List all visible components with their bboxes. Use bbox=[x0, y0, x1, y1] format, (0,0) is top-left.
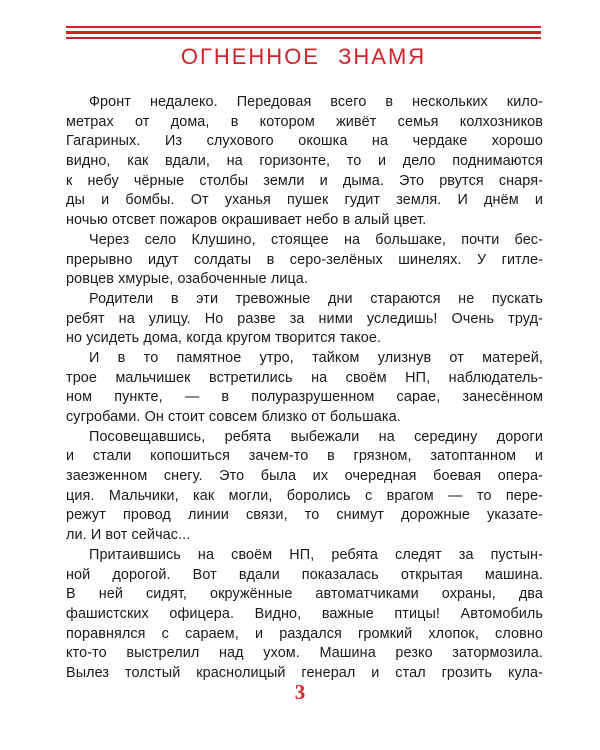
text-line: трое мальчишек встретились на своём НП, наблюдатель- bbox=[66, 369, 543, 386]
paragraph bbox=[66, 349, 543, 428]
page-number: 3 bbox=[294, 680, 306, 704]
text-line: ной дорогой. Вот вдали показалась открытая машина. bbox=[66, 566, 543, 583]
text-line: ребят на улицу. Но разве за ними уследишь! Очень труд- bbox=[66, 310, 543, 327]
text-line: Фронт недалеко. Передовая всего в нескольких кило- bbox=[89, 94, 543, 110]
text-line: Гагариных. Из слухового окошка на чердаке хорошо bbox=[66, 133, 543, 150]
text-line: ном пункте, — в полуразрушенном сарае, занесённом bbox=[66, 389, 543, 406]
text-line: И в то памятное утро, тайком улизнув от матерей, bbox=[89, 349, 543, 366]
text-line: и стали копошиться зачем-то в грязном, затоптанном и bbox=[66, 448, 543, 465]
text-line: Посовещавшись, ребята выбежали на середину дороги bbox=[89, 428, 543, 445]
text-line: Притаившись на своём НП, ребята следят за пустын- bbox=[89, 546, 543, 563]
header-rule-bottom bbox=[66, 37, 541, 39]
paragraph bbox=[66, 428, 543, 546]
text-line: кто-то выстрелил над ухом. Машина резко затормозила. bbox=[66, 645, 543, 662]
text-line: В ней сидят, окружённые автоматчиками охраны, два bbox=[66, 586, 543, 603]
header-rule-top bbox=[66, 26, 541, 28]
text-line: но усидеть дома, когда кругом творится такое. bbox=[66, 330, 382, 347]
text-line: Родители в эти тревожные дни стараются не пускать bbox=[89, 290, 543, 307]
paragraph bbox=[66, 546, 543, 684]
text-line: ли. И вот сейчас... bbox=[66, 527, 191, 544]
paragraph bbox=[66, 93, 543, 231]
text-line: видно, как вдали, на горизонте, то и дело поднимаются bbox=[66, 153, 543, 170]
text-line: Через село Клушино, стоящее на большаке, почти бес- bbox=[89, 231, 543, 248]
text-line: к небу чёрные столбы земли и дыма. Это рвутся снаря- bbox=[66, 172, 543, 189]
text-line: фашистских офицера. Видно, важные птицы! Автомобиль bbox=[66, 605, 543, 622]
text-line: ция. Мальчики, как могли, боролись с врагом — то пере- bbox=[66, 487, 543, 504]
text-line: метрах от дома, в котором живёт семья колхозников bbox=[66, 113, 543, 130]
text-line: режут провод линии связи, то снимут дорожные указате- bbox=[66, 507, 543, 524]
text-line: сугробами. Он стоит совсем близко от большака. bbox=[66, 409, 401, 425]
text-line: прерывно идут солдаты в серо-зелёных шинелях. У гитле- bbox=[66, 251, 543, 268]
paragraph bbox=[66, 290, 543, 349]
body-text bbox=[66, 93, 543, 684]
paragraph bbox=[66, 231, 543, 290]
text-line: ровцев хмурые, озабоченные лица. bbox=[66, 271, 309, 288]
text-line: ночью отсвет пожаров окрашивает небо в алый цвет. bbox=[66, 212, 427, 229]
header-rule-middle bbox=[66, 31, 541, 34]
text-line: Вылез толстый краснолицый генерал и стал грозить кула- bbox=[66, 664, 543, 681]
chapter-title: ОГНЕННОЕ ЗНАМЯ bbox=[180, 44, 427, 69]
text-line: ды и бомбы. От уханья пушек гудит земля. И днём и bbox=[66, 192, 543, 209]
text-line: заезженном снегу. Это была их очередная боевая опера- bbox=[66, 468, 543, 485]
text-line: поравнялся с сараем, и раздался громкий хлопок, словно bbox=[66, 625, 543, 642]
